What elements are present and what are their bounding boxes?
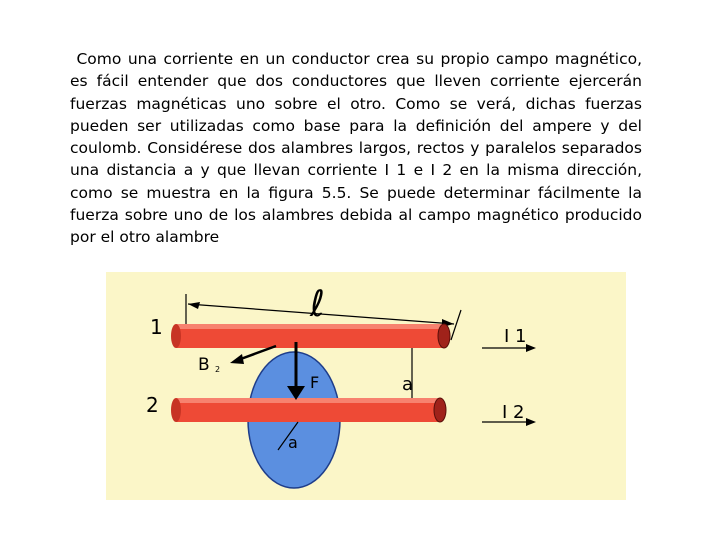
wire-1-end <box>438 324 450 348</box>
wire-2-end <box>434 398 446 422</box>
label-wire-2: 2 <box>146 393 159 417</box>
figure-parallel-wires <box>106 272 626 500</box>
label-field: B <box>198 355 210 375</box>
label-field-subscript: 2 <box>215 365 221 374</box>
label-length: ℓ <box>310 284 325 325</box>
label-separation: a <box>402 374 414 395</box>
label-current-1: I 1 <box>504 326 527 347</box>
label-current-2: I 2 <box>502 402 525 423</box>
figure-svg <box>106 272 626 500</box>
figure-background <box>106 272 626 500</box>
label-force: F <box>310 373 320 392</box>
body-paragraph: Como una corriente en un conductor crea su propio campo magnético, es fácil entender que dos conductores que lleven corriente ejercerán fuerzas magnéticas uno sobre el otro. Como se verá, dichas fuerzas pueden ser utilizadas como base para la definición del ampere y del coulomb. Considérese dos alambres largos, rectos y paralelos separados una distancia a y que llevan corriente I 1 e I 2 en la misma dirección, como se muestra en la figura 5.5. Se puede determinar fácilmente la fuerza sobre uno de los alambres debida al campo magnético producido por el otro alambre <box>70 50 642 247</box>
label-wire-1: 1 <box>150 315 163 339</box>
label-radius: a <box>288 433 298 452</box>
